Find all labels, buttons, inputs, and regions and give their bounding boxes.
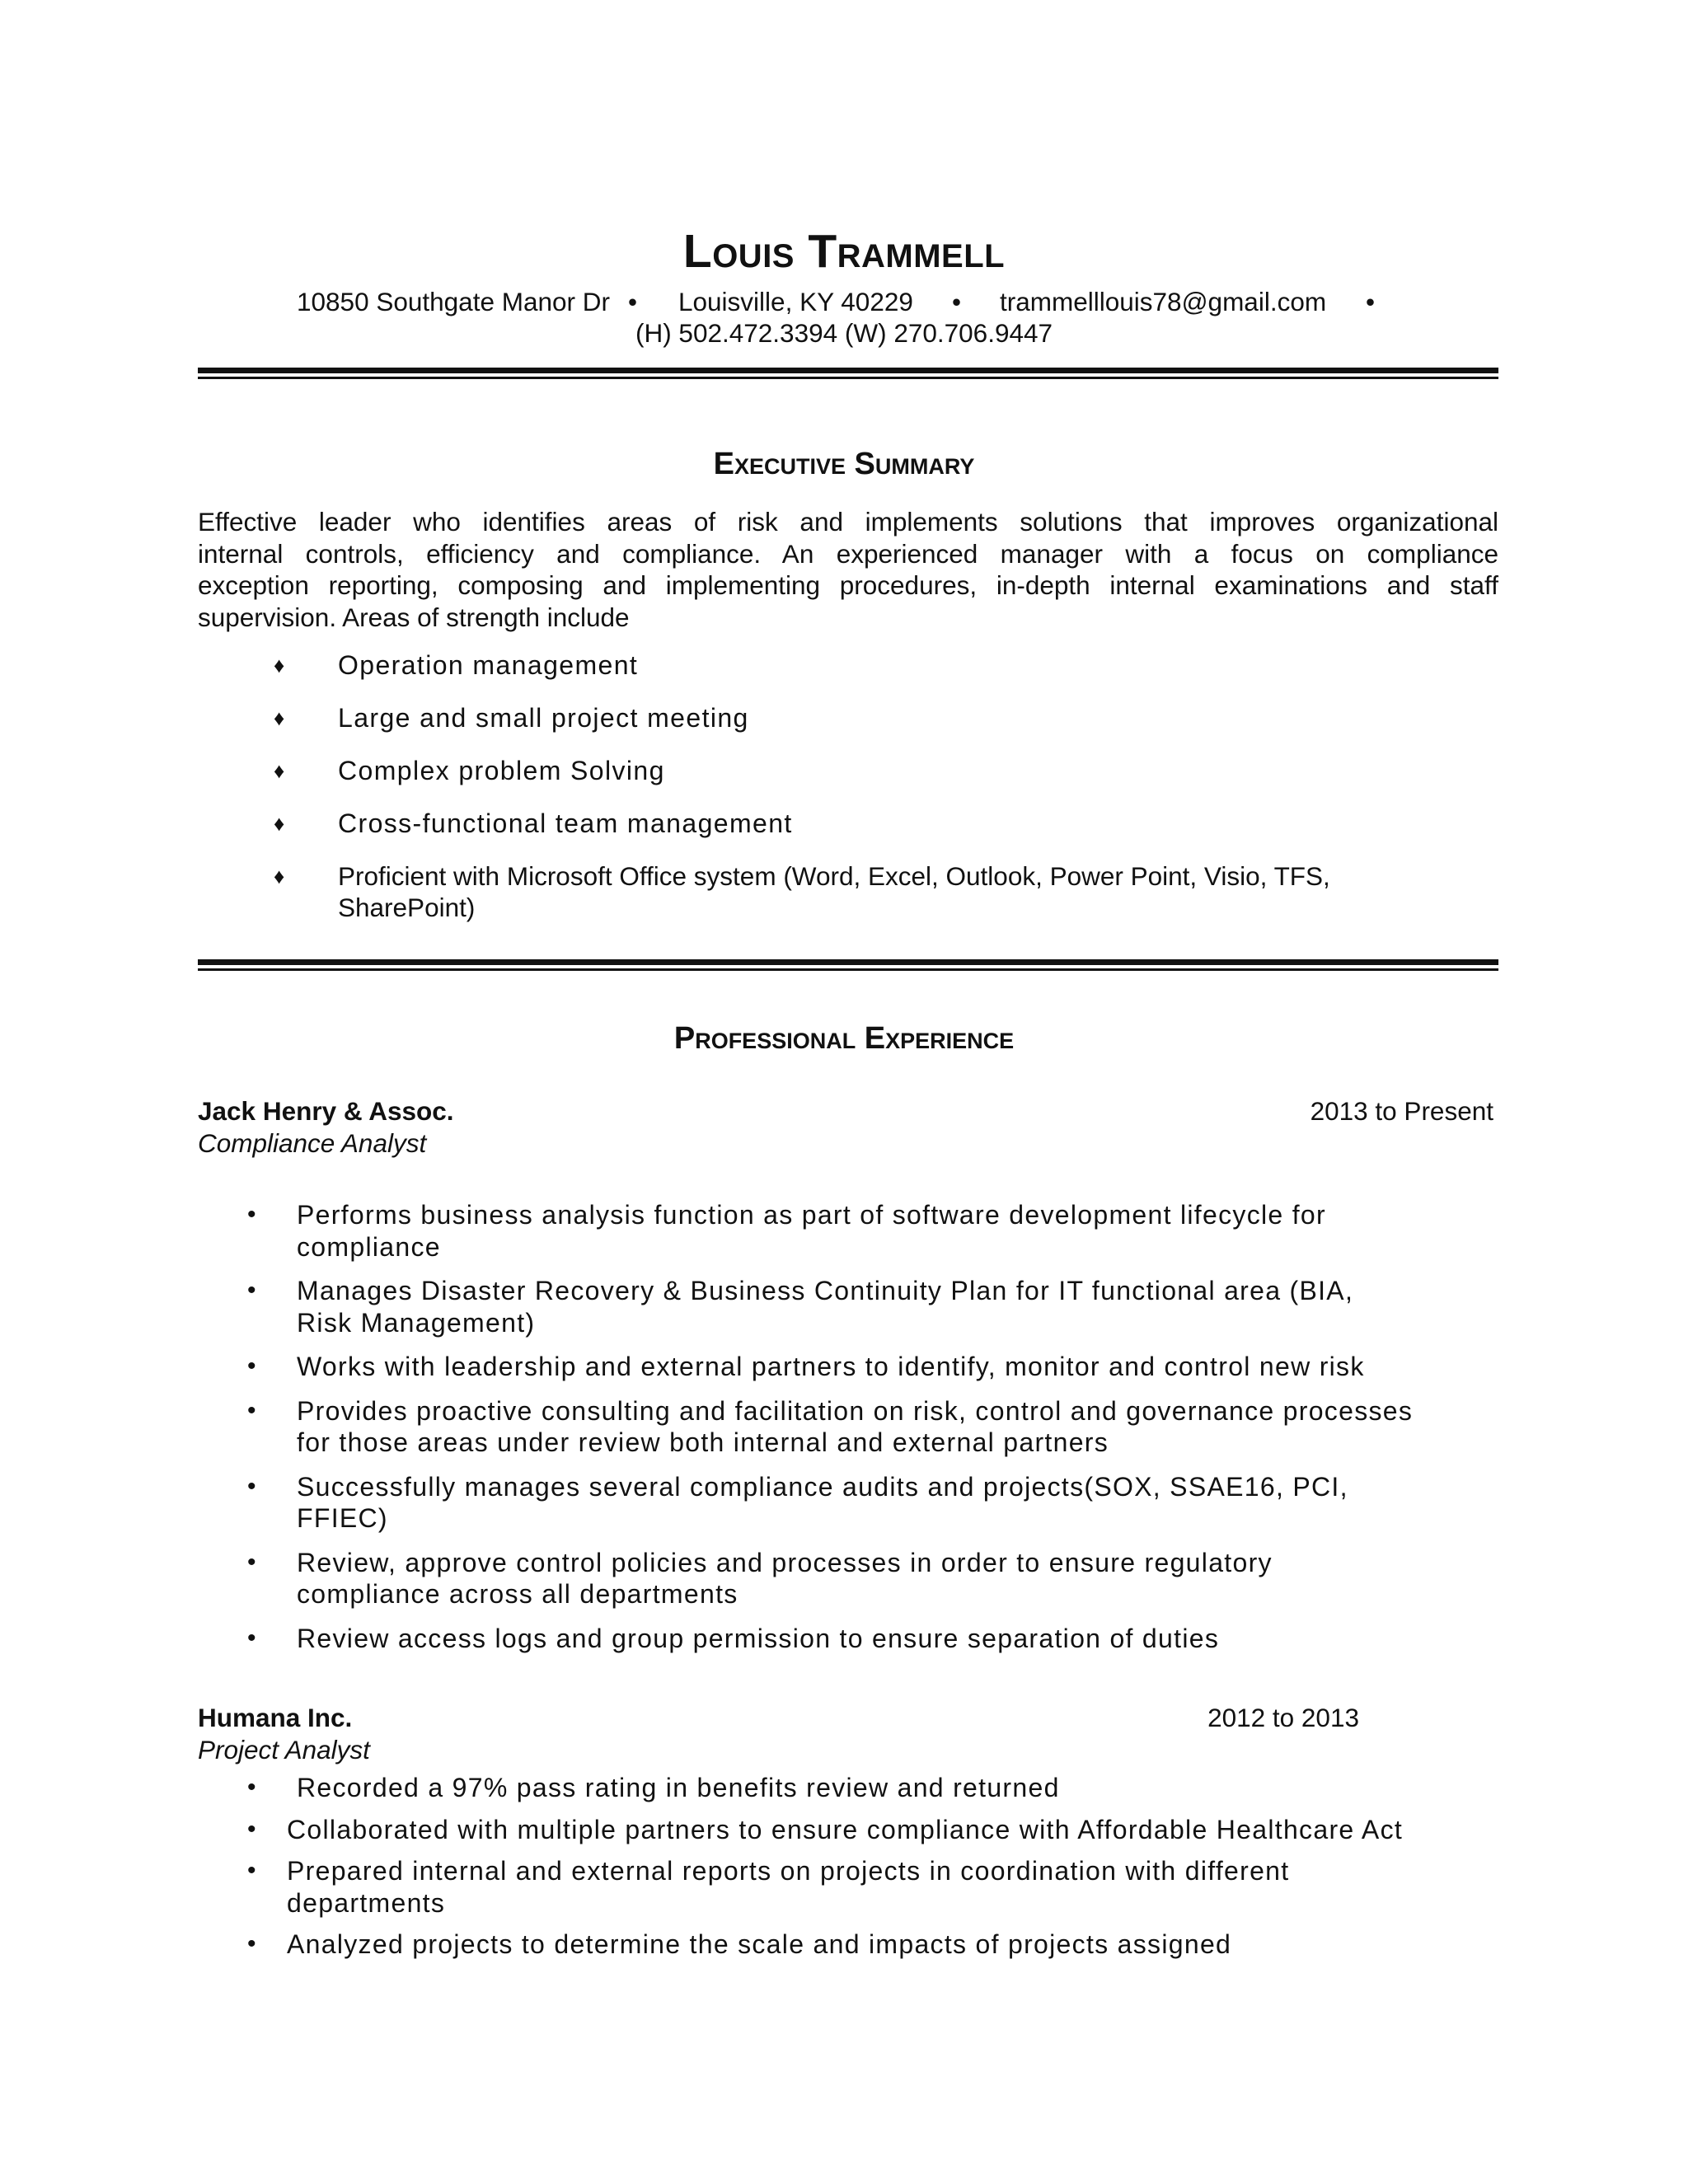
phone-numbers: (H) 502.472.3394 (W) 270.706.9447 [635, 318, 1053, 348]
bullet-icon: • [247, 1624, 256, 1652]
diamond-bullet-icon: ♦ [274, 653, 286, 677]
diamond-bullet-icon: ♦ [274, 705, 286, 730]
bullet-icon: • [247, 1857, 256, 1884]
list-item: ♦ Operation management [274, 650, 639, 680]
separator-dot: • [1366, 287, 1376, 316]
bullet-icon: • [247, 1396, 256, 1424]
diamond-bullet-icon: ♦ [274, 864, 285, 888]
diamond-bullet-icon: ♦ [274, 758, 286, 783]
bullet-icon: • [247, 1548, 256, 1576]
summary-line: Effective leader who identifies areas of risk and implements solutions that improves organizational [198, 507, 1498, 537]
email: trammelllouis78@gmail.com [1000, 287, 1327, 316]
section-divider [198, 959, 1498, 971]
list-item: ♦ Complex problem Solving [274, 756, 665, 785]
bullet-icon: • [247, 1472, 256, 1500]
section-divider [198, 368, 1498, 379]
list-item: • Analyzed projects to determine the scale and impacts of projects assigned [247, 1929, 1232, 1959]
list-item: • Provides proactive consulting and facilitation on risk, control and governance processes for those areas under review both internal and external partners [247, 1395, 1414, 1457]
diamond-bullet-icon: ♦ [274, 811, 286, 836]
list-item: • Performs business analysis function as part of software development lifecycle for compliance [247, 1200, 1326, 1262]
bullet-icon: • [247, 1277, 256, 1304]
list-item: • Successfully manages several compliance audits and projects(SOX, SSAE16, PCI, FFIEC) [247, 1471, 1348, 1533]
strengths-list [274, 649, 1477, 923]
list-item: • Collaborated with multiple partners to ensure compliance with Affordable Healthcare Act [247, 1814, 1404, 1844]
professional-experience-heading: Professional Experience [673, 1021, 1015, 1056]
separator-dot: • [628, 287, 638, 316]
job-duties-list [247, 1772, 1508, 1961]
summary-line: exception reporting, composing and implementing procedures, in-depth internal examinations and staff [198, 570, 1498, 600]
list-item: • Review access logs and group permission to ensure separation of duties [247, 1623, 1220, 1653]
candidate-name: Louis Trammell [682, 225, 1006, 278]
list-item: ♦ Large and small project meeting [274, 703, 749, 733]
summary-paragraph [198, 506, 1498, 633]
summary-line: supervision. Areas of strength include [198, 602, 630, 632]
job-dates: 2013 to Present [1310, 1096, 1493, 1126]
company-name: Jack Henry & Assoc. [198, 1096, 454, 1126]
list-item: • Manages Disaster Recovery & Business Continuity Plan for IT functional area (BIA, Risk Management) [247, 1276, 1354, 1338]
bullet-icon: • [247, 1201, 256, 1228]
list-item: ♦ Cross-functional team management [274, 808, 793, 838]
job-title: Project Analyst [198, 1735, 370, 1765]
list-item: • Review, approve control policies and processes in order to ensure regulatory compliance across all departments [247, 1547, 1273, 1609]
separator-dot: • [952, 287, 962, 316]
list-item: • Works with leadership and external partners to identify, monitor and control new risk [247, 1352, 1365, 1381]
executive-summary-heading: Executive Summary [713, 447, 975, 481]
list-item: • Prepared internal and external reports on projects in coordination with different departments [247, 1856, 1290, 1918]
company-name: Humana Inc. [198, 1703, 353, 1732]
list-item: • Recorded a 97% pass rating in benefits review and returned [247, 1773, 1060, 1802]
job-title: Compliance Analyst [198, 1128, 427, 1158]
bullet-icon: • [247, 1352, 256, 1380]
list-item: ♦ Proficient with Microsoft Office system (Word, Excel, Outlook, Power Point, Visio, TFS, SharePoint) [274, 861, 1330, 922]
job-duties-list [247, 1199, 1508, 1654]
address: 10850 Southgate Manor Dr [297, 287, 610, 316]
bullet-icon: • [247, 1774, 256, 1801]
bullet-icon: • [247, 1930, 256, 1957]
city: Louisville, KY 40229 [678, 287, 913, 316]
bullet-icon: • [247, 1815, 256, 1843]
summary-line: internal controls, efficiency and compliance. An experienced manager with a focus on compliance [198, 538, 1498, 569]
job-dates: 2012 to 2013 [1207, 1703, 1359, 1732]
